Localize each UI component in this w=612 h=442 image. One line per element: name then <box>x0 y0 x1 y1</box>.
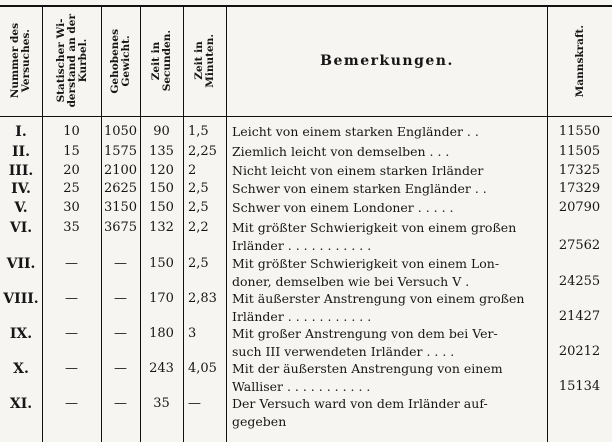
lifted-weight: — <box>114 396 127 411</box>
man-power: 21427 <box>558 309 601 324</box>
remarks <box>232 162 544 180</box>
time-minutes: 2,83 <box>188 291 217 306</box>
remarks <box>232 360 544 396</box>
remarks <box>232 180 544 198</box>
header-power-text <box>575 25 586 97</box>
man-power: 20790 <box>558 200 601 215</box>
table-row <box>0 143 612 163</box>
header-seconds-text <box>151 30 173 91</box>
lifted-weight: — <box>114 291 127 306</box>
time-seconds: 243 <box>149 361 174 376</box>
time-seconds: 132 <box>149 220 174 235</box>
trial-number: IV. <box>11 181 31 197</box>
remarks-line: gegeben <box>232 414 287 429</box>
static-resistance: 10 <box>63 124 80 139</box>
table-row <box>0 395 612 433</box>
lifted-weight: 3675 <box>103 220 138 235</box>
trial-number: III. <box>8 163 34 179</box>
remarks-line: doner, demselben wie bei Versuch V . <box>232 274 470 289</box>
time-minutes: 2,5 <box>188 256 209 271</box>
remarks-line: Mit größter Schwierigkeit von einem Lon- <box>232 256 500 271</box>
static-resistance: 20 <box>63 163 80 178</box>
header-resistance-text <box>56 14 89 107</box>
header-line: Gewicht. <box>120 35 132 87</box>
trial-number: VIII. <box>3 291 39 307</box>
remarks-line: Mit größter Schwierigkeit von einem großen <box>232 220 517 235</box>
remarks <box>232 395 544 431</box>
header-line: Versuches. <box>20 29 32 93</box>
trial-number: V. <box>14 200 28 216</box>
time-seconds: 150 <box>149 256 174 271</box>
lifted-weight: 2625 <box>103 181 138 196</box>
header-line: Secunden. <box>161 30 173 92</box>
static-resistance: 30 <box>63 200 80 215</box>
table-row <box>0 123 612 143</box>
header-line: Minuten. <box>204 34 216 88</box>
remarks-line: Mit äußerster Anstrengung von einem großen <box>232 291 525 306</box>
static-resistance: — <box>65 361 78 376</box>
header-line: Zeit in <box>150 41 162 81</box>
trial-number: XI. <box>9 396 33 412</box>
remarks <box>232 290 544 326</box>
man-power: 17329 <box>558 181 601 196</box>
header-power <box>548 9 612 113</box>
remarks-line: Ziemlich leicht von demselben . . . <box>232 144 450 159</box>
header-rule <box>0 116 612 117</box>
header-line: Kurbel. <box>76 39 89 83</box>
table-row <box>0 219 612 257</box>
static-resistance: 15 <box>63 144 80 159</box>
time-seconds: 35 <box>153 396 170 411</box>
remarks-line: Walliser . . . . . . . . . . . <box>232 379 371 394</box>
header-line: Zeit in <box>193 41 205 81</box>
header-number-text <box>10 23 32 98</box>
header-remarks <box>227 9 547 113</box>
lifted-weight: — <box>114 326 127 341</box>
table-row <box>0 255 612 293</box>
man-power: 17325 <box>558 163 601 178</box>
time-seconds: 150 <box>149 181 174 196</box>
header-line: Statischer Wi- <box>54 19 67 103</box>
time-seconds: 150 <box>149 200 174 215</box>
table-row <box>0 199 612 219</box>
header-remarks-text: Bemerkungen. <box>320 53 454 69</box>
table-row <box>0 325 612 363</box>
man-power: 11505 <box>558 144 601 159</box>
remarks-line: Schwer von einem starken Engländer . . <box>232 181 487 196</box>
trial-number: VI. <box>9 220 33 236</box>
table-row <box>0 180 612 200</box>
header-minutes-text <box>194 34 216 88</box>
time-minutes: — <box>188 396 201 411</box>
lifted-weight: 1050 <box>103 124 138 139</box>
remarks-line: Irländer . . . . . . . . . . . <box>232 238 372 253</box>
static-resistance: — <box>65 256 78 271</box>
header-resistance <box>43 9 101 113</box>
time-minutes: 2,25 <box>188 144 217 159</box>
time-minutes: 2,5 <box>188 181 209 196</box>
remarks <box>232 325 544 361</box>
trial-number: II. <box>12 144 30 160</box>
time-minutes: 1,5 <box>188 124 209 139</box>
static-resistance: 35 <box>63 220 80 235</box>
remarks-line: Leicht von einem starken Engländer . . <box>232 124 479 139</box>
man-power: 27562 <box>558 238 601 253</box>
remarks-line: Mit der äußersten Anstrengung von einem <box>232 361 503 376</box>
man-power: 11550 <box>558 124 601 139</box>
remarks-line: Nicht leicht von einem starken Irländer <box>232 163 484 178</box>
lifted-weight: 1575 <box>103 144 138 159</box>
remarks <box>232 143 544 161</box>
time-seconds: 90 <box>153 124 170 139</box>
man-power: 15134 <box>558 379 601 394</box>
time-seconds: 180 <box>149 326 174 341</box>
lifted-weight: — <box>114 361 127 376</box>
remarks <box>232 199 544 217</box>
header-number <box>0 9 42 113</box>
static-resistance: — <box>65 326 78 341</box>
header-minutes <box>184 9 226 113</box>
header-weight-text <box>110 29 132 94</box>
man-power: 20212 <box>558 344 601 359</box>
table-row <box>0 290 612 328</box>
time-seconds: 135 <box>149 144 174 159</box>
header-seconds <box>141 9 183 113</box>
header-weight <box>102 9 140 113</box>
remarks-line: Irländer . . . . . . . . . . . <box>232 309 372 324</box>
time-minutes: 2 <box>188 163 197 178</box>
table-row <box>0 162 612 182</box>
remarks <box>232 219 544 255</box>
time-seconds: 120 <box>149 163 174 178</box>
trial-number: I. <box>15 124 27 140</box>
man-power: 24255 <box>558 274 601 289</box>
lifted-weight: 2100 <box>103 163 138 178</box>
remarks-line: Schwer von einem Londoner . . . . . <box>232 200 454 215</box>
time-minutes: 4,05 <box>188 361 217 376</box>
static-resistance: — <box>65 396 78 411</box>
remarks <box>232 255 544 291</box>
trial-number: X. <box>13 361 29 377</box>
header-line: Gehobenes <box>109 28 121 94</box>
remarks-line: Mit großer Anstrengung von dem bei Ver- <box>232 326 498 341</box>
lifted-weight: 3150 <box>103 200 138 215</box>
time-seconds: 170 <box>149 291 174 306</box>
header-line: Mannskraft. <box>573 24 586 98</box>
static-resistance: 25 <box>63 181 80 196</box>
header-line: derstand an der <box>65 14 78 108</box>
remarks-line: such III verwendeten Irländer . . . . <box>232 344 455 359</box>
remarks-line: Der Versuch ward von dem Irländer auf- <box>232 396 488 411</box>
remarks <box>232 123 544 141</box>
trial-number: VII. <box>6 256 36 272</box>
header-line: Nummer des <box>9 23 21 99</box>
time-minutes: 3 <box>188 326 197 341</box>
time-minutes: 2,2 <box>188 220 209 235</box>
man-power <box>549 395 610 413</box>
lifted-weight: — <box>114 256 127 271</box>
static-resistance: — <box>65 291 78 306</box>
trial-number: IX. <box>9 326 33 342</box>
table-row <box>0 360 612 398</box>
time-minutes: 2,5 <box>188 200 209 215</box>
top-rule <box>0 5 612 7</box>
